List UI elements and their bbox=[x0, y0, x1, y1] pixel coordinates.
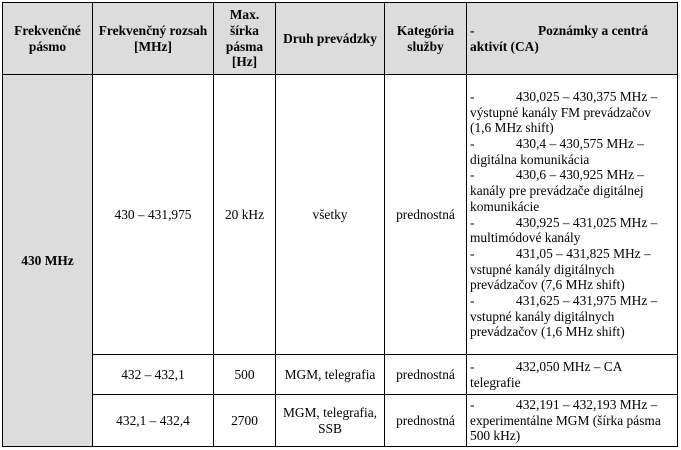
note-item: - 431,05 – 431,825 MHz – vstupné kanály digitálnych prevádzačov (7,6 MHz shift) bbox=[470, 245, 651, 293]
header-notes-dash: - bbox=[470, 22, 475, 38]
traffic-cell: všetky bbox=[276, 75, 385, 355]
traffic-cell: MGM, telegrafia, SSB bbox=[276, 395, 385, 447]
range-cell: 432,1 – 432,4 bbox=[93, 395, 214, 447]
category-cell: prednostná bbox=[385, 75, 467, 355]
note-item: - 431,625 – 431,975 MHz – vstupné kanály digitálnych prevádzačov (1,6 MHz shift) bbox=[470, 293, 658, 340]
range-cell: 430 – 431,975 bbox=[93, 75, 214, 355]
note-item: - 432,191 – 432,193 MHz – experimentálne MGM (šírka pásma 500 kHz) bbox=[470, 396, 661, 444]
bandwidth-cell: 20 kHz bbox=[214, 75, 276, 355]
header-bandwidth: Max. šírka pásma [Hz] bbox=[214, 3, 276, 75]
header-notes bbox=[467, 3, 678, 75]
table-row bbox=[3, 75, 678, 355]
header-category: Kategória služby bbox=[385, 3, 467, 75]
notes-cell bbox=[467, 395, 678, 447]
table-row bbox=[3, 395, 678, 447]
header-range: Frekvenčný rozsah [MHz] bbox=[93, 3, 214, 75]
header-row bbox=[3, 3, 678, 75]
table-row bbox=[3, 355, 678, 395]
header-notes-line1: Poznámky a centrá bbox=[537, 22, 649, 38]
traffic-cell: MGM, telegrafia bbox=[276, 355, 385, 395]
bandwidth-cell: 2700 bbox=[214, 395, 276, 447]
note-item: - 430,4 – 430,575 MHz – digitálna komunikácia bbox=[470, 135, 644, 167]
note-item: - 430,025 – 430,375 MHz – výstupné kanály FM prevádzačov (1,6 MHz shift) bbox=[470, 88, 658, 136]
range-cell: 432 – 432,1 bbox=[93, 355, 214, 395]
note-item: - 430,925 – 431,025 MHz – multimódové kanály bbox=[470, 214, 658, 246]
header-notes-line2: aktivít (CA) bbox=[470, 38, 539, 54]
band-cell: 430 MHz bbox=[3, 75, 93, 447]
note-item: - 432,050 MHz – CA telegrafie bbox=[470, 358, 622, 390]
header-band: Frekvenčné pásmo bbox=[3, 3, 93, 75]
category-cell: prednostná bbox=[385, 355, 467, 395]
bandwidth-cell: 500 bbox=[214, 355, 276, 395]
frequency-band-table bbox=[2, 2, 678, 447]
notes-cell bbox=[467, 75, 678, 355]
note-item: - 430,6 – 430,925 MHz – kanály pre prevádzače digitálnej komunikácie bbox=[470, 167, 644, 214]
notes-cell bbox=[467, 355, 678, 395]
header-traffic: Druh prevádzky bbox=[276, 3, 385, 75]
category-cell: prednostná bbox=[385, 395, 467, 447]
